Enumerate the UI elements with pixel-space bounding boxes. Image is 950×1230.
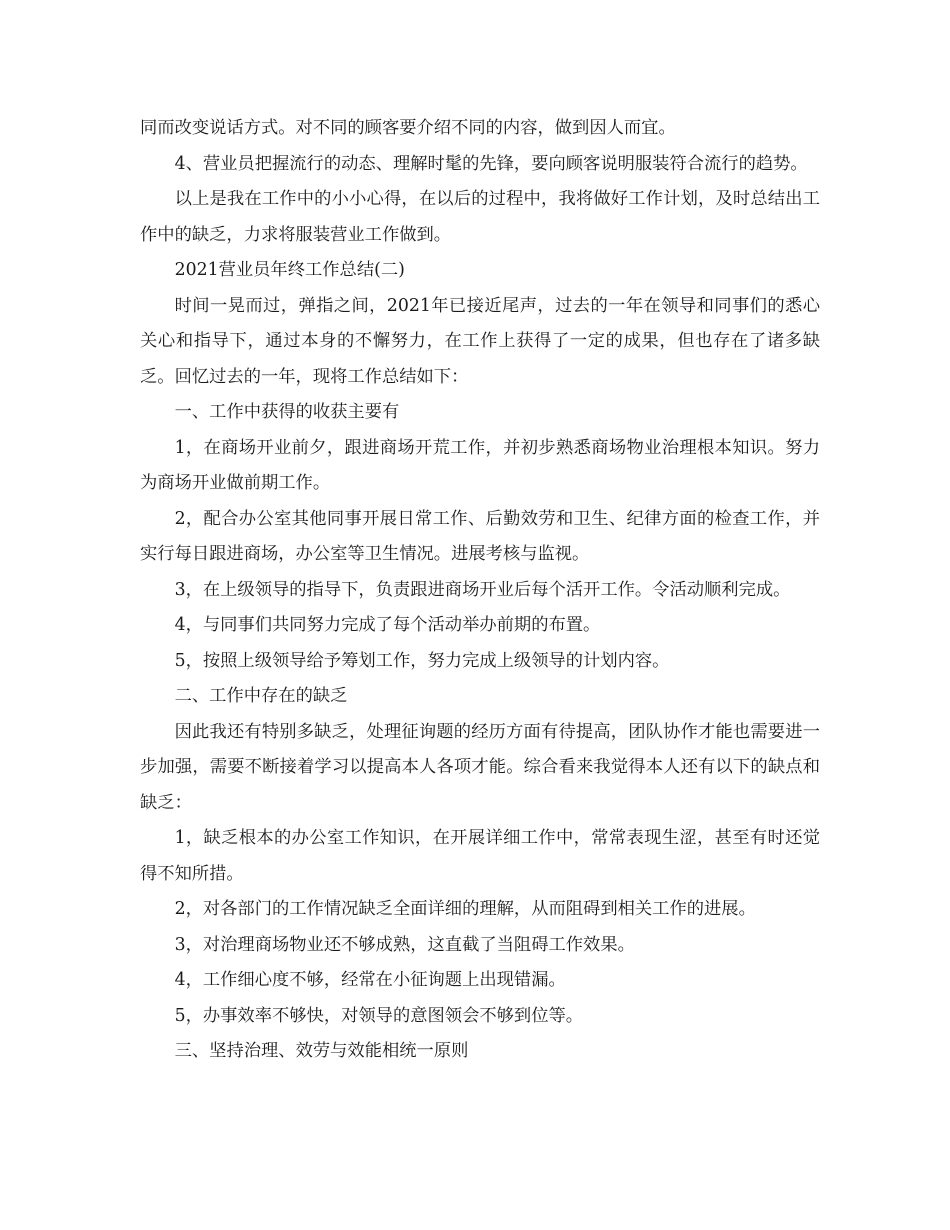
paragraph: 因此我还有特别多缺乏，处理征询题的经历方面有待提高，团队协作才能也需要进一步加强，需要不断接着学习以提高本人各项才能。综合看来我觉得本人还有以下的缺点和缺乏： [140,721,820,813]
section-heading: 二、工作中存在的缺乏 [174,686,348,706]
list-item: 4，工作细心度不够，经常在小征询题上出现错漏。 [174,970,566,990]
list-item: 1，在商场开业前夕，跟进商场开荒工作，并初步熟悉商场物业治理根本知识。努力为商场开业做前期工作。 [140,437,820,493]
section-title: 2021营业员年终工作总结(二) [174,260,405,280]
section-heading: 一、工作中获得的收获主要有 [174,402,400,422]
paragraph: 以上是我在工作中的小小心得，在以后的过程中，我将做好工作计划，及时总结出工作中的缺乏，力求将服装营业工作做到。 [140,189,820,245]
list-item: 2，对各部门的工作情况缺乏全面详细的理解，从而阻碍到相关工作的进展。 [174,899,756,919]
list-item: 1，缺乏根本的办公室工作知识，在开展详细工作中，常常表现生涩，甚至有时还觉得不知所措。 [140,828,820,884]
list-item: 3，在上级领导的指导下，负责跟进商场开业后每个活开工作。令活动顺利完成。 [174,579,791,600]
document-body [140,111,820,1070]
paragraph: 同而改变说话方式。对不同的顾客要介绍不同的内容，做到因人而宜。 [140,118,676,138]
list-item: 4，与同事们共同努力完成了每个活动举办前期的布置。 [174,615,601,635]
paragraph: 4、营业员把握流行的动态、理解时髦的先锋，要向顾客说明服装符合流行的趋势。 [174,153,808,174]
list-item: 5，办事效率不够快，对领导的意图领会不够到位等。 [174,1005,584,1026]
list-item: 2，配合办公室其他同事开展日常工作、后勤效劳和卫生、纪律方面的检查工作，并实行每日跟进商场，办公室等卫生情况。进展考核与监视。 [140,508,820,564]
paragraph: 时间一晃而过，弹指之间，2021年已接近尾声，过去的一年在领导和同事们的悉心关心和指导下，通过本身的不懈努力，在工作上获得了一定的成果，但也存在了诸多缺乏。回忆过去的一年，现将工作总结如下： [140,295,820,387]
list-item: 5，按照上级领导给予筹划工作，努力完成上级领导的计划内容。 [174,650,670,671]
list-item: 3，对治理商场物业还不够成熟，这直截了当阻碍工作效果。 [174,934,635,955]
section-heading: 三、坚持治理、效劳与效能相统一原则 [174,1041,469,1061]
